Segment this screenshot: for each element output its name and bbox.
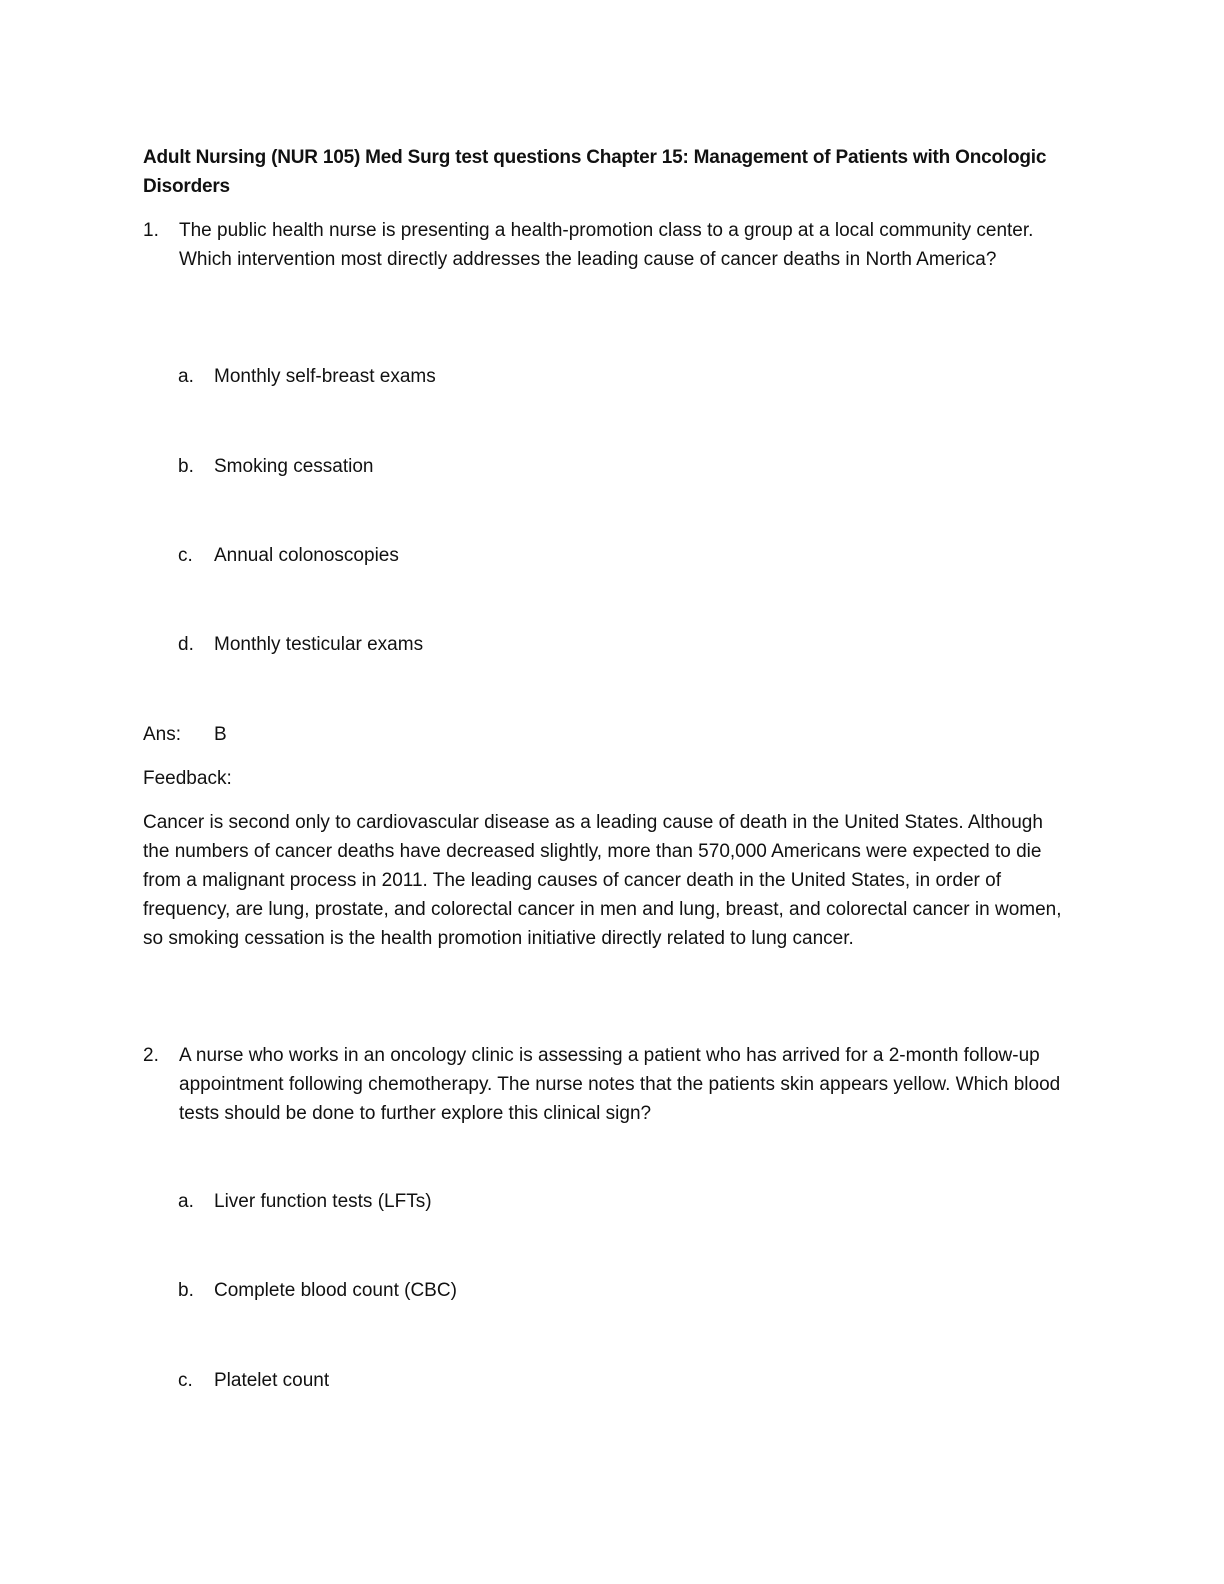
answer-line (143, 720, 227, 749)
question-number: 2. (143, 1045, 159, 1066)
question-stem: The public health nurse is presenting a health-promotion class to a group at a local community center. Which intervention most directly addresses the leading cause of cancer deaths in North America? (179, 220, 1034, 270)
question-stem: A nurse who works in an oncology clinic is assessing a patient who has arrived for a 2-month follow-up appointment following chemotherapy. The nurse notes that the patients skin appears yellow. Which blood tests should be done to further explore this clinical sign? (179, 1045, 1061, 1124)
option-letter: d. (178, 634, 194, 655)
question-number: 1. (143, 220, 159, 241)
option-2a (178, 1187, 432, 1216)
option-letter: a. (178, 366, 194, 387)
option-text: Monthly self-breast exams (214, 366, 436, 387)
option-letter: a. (178, 1191, 194, 1212)
question-1 (143, 216, 1083, 274)
option-1c (178, 541, 399, 570)
option-text: Complete blood count (CBC) (214, 1280, 457, 1301)
option-text: Platelet count (214, 1370, 330, 1391)
option-letter: b. (178, 456, 194, 477)
option-2b (178, 1276, 457, 1305)
feedback-label: Feedback: (143, 768, 232, 789)
option-text: Liver function tests (LFTs) (214, 1191, 432, 1212)
option-2c (178, 1366, 329, 1395)
option-1b (178, 452, 373, 481)
option-text: Annual colonoscopies (214, 545, 399, 566)
answer-label: Ans: (143, 724, 182, 745)
question-2 (143, 1041, 1083, 1128)
option-1a (178, 362, 436, 391)
option-text: Monthly testicular exams (214, 634, 424, 655)
option-letter: c. (178, 1370, 193, 1391)
option-letter: b. (178, 1280, 194, 1301)
option-text: Smoking cessation (214, 456, 374, 477)
option-letter: c. (178, 545, 193, 566)
document-title: Adult Nursing (NUR 105) Med Surg test questions Chapter 15: Management of Patients with Oncologic Disorders (143, 147, 1047, 197)
answer-value: B (214, 724, 227, 745)
feedback-text: Cancer is second only to cardiovascular disease as a leading cause of death in the United States. Although the numbers of cancer deaths have decreased slightly, more than 570,000 Americans were expected to die from a malignant process in 2011. The leading causes of cancer death in the United States, in order of frequency, are lung, prostate, and colorectal cancer in men and lung, breast, and colorectal cancer in women, so smoking cessation is the health promotion initiative directly related to lung cancer. (143, 812, 1062, 949)
option-1d (178, 630, 423, 659)
